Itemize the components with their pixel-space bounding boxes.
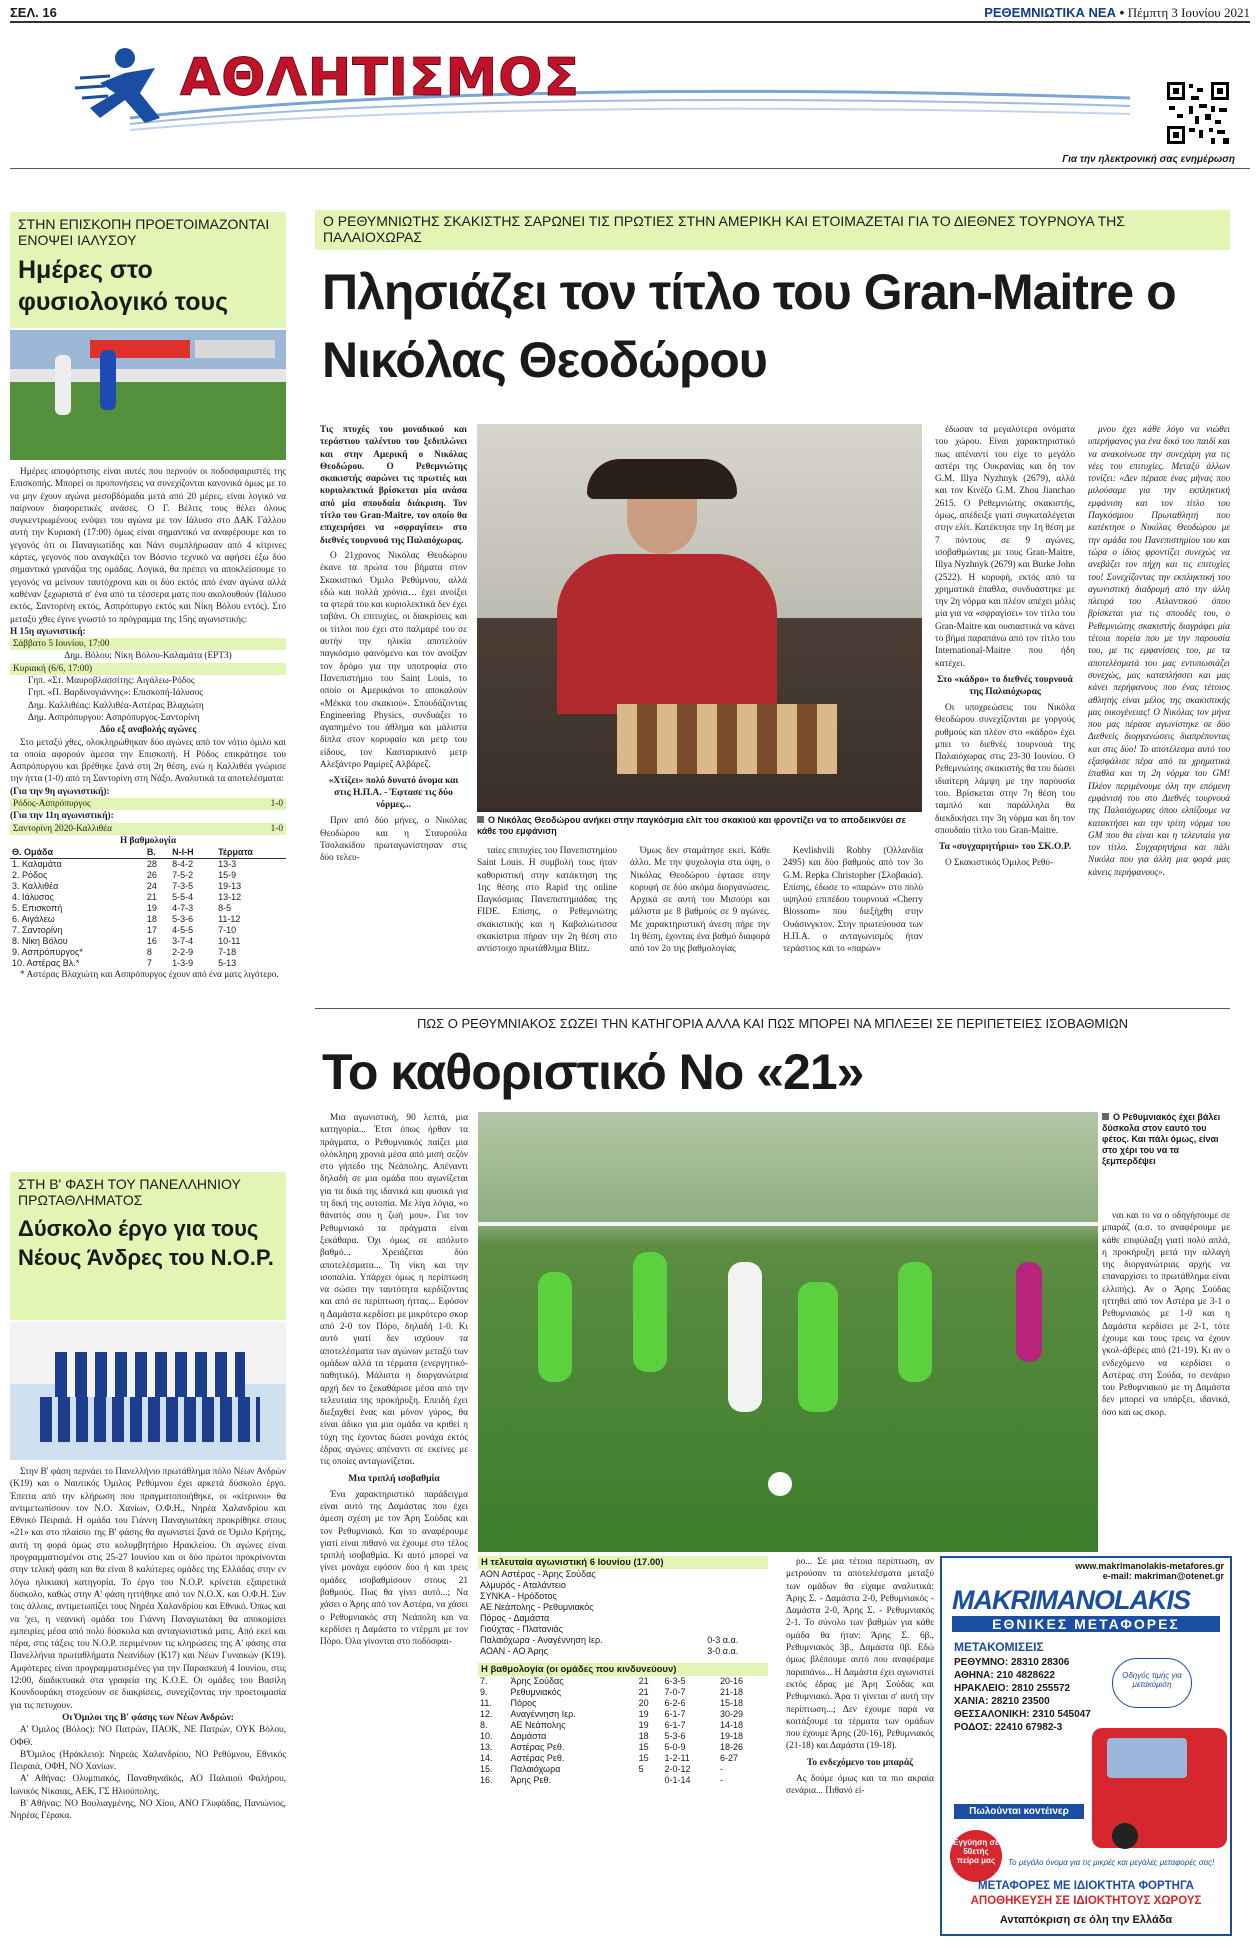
table-cell: Γιούχτας - Πλατανιάς	[480, 1624, 563, 1634]
table-cell: 1-2-11	[664, 1753, 690, 1763]
table-cell: ΣΥΝΚΑ - Ηρόδοτος	[480, 1591, 557, 1601]
page-number: ΣΕΛ. 16	[10, 5, 57, 20]
table-cell: 17	[146, 925, 157, 936]
table-cell: 5. Επισκοπή	[12, 903, 63, 914]
ad-bottom3: Ανταπόκριση σε όλη την Ελλάδα	[999, 1914, 1173, 1926]
standings-title: Η βαθμολογία	[119, 835, 177, 846]
table-cell: 8. Νίκη Βόλου	[12, 936, 68, 947]
table-cell	[637, 1775, 663, 1786]
left-story2-headerbox	[10, 1172, 286, 1320]
chess-photo	[477, 424, 922, 812]
table-cell	[705, 1580, 768, 1591]
table-cell: 5-5-4	[172, 892, 194, 903]
col-header: Τέρματα	[218, 847, 253, 858]
table-cell: 8.	[480, 1720, 488, 1730]
col-header: Β.	[146, 847, 156, 858]
ad-bottom2: ΑΠΟΘΗΚΕΥΣΗ ΣΕ ΙΔΙΟΚΤΗΤΟΥΣ ΧΩΡΟΥΣ	[970, 1895, 1202, 1907]
text-span: ΧΑΝΙΑ:	[954, 1696, 989, 1707]
table-cell: 6-27	[719, 1753, 738, 1763]
ad-phone-row	[954, 1656, 1230, 1669]
left-story1-title: Ημέρες στο φυσιολογικό τους	[18, 256, 229, 316]
text-span: 210 4828622	[996, 1670, 1055, 1681]
table-cell: Δαμάστα	[510, 1731, 547, 1741]
table-cell: 24	[146, 881, 157, 892]
round9-label: (Για την 9η αγωνιστική):	[10, 786, 110, 797]
table-row	[478, 1602, 768, 1613]
table-cell: 2-0-12	[664, 1764, 691, 1774]
round15-label: Η 15η αγωνιστική:	[10, 626, 86, 637]
table-cell: 10-11	[218, 936, 241, 947]
table-cell: 13.	[480, 1742, 493, 1752]
ad-email[interactable]: e-mail: makriman@otenet.gr	[1102, 1571, 1224, 1581]
table-cell: Αλμυρός - Αταλάντειο	[480, 1580, 566, 1590]
table-cell: 6-2-6	[664, 1698, 686, 1708]
football-text: ρο... Σε μια τέτοια περίπτωση, αν μετρούσαν τα αποτελέσματα μεταξύ των ομάδων θα είχαμε αναλυτικά: Άρης Σ. - Δαμάστα 2-0, Ρεθυμνιακός - Δαμάστα 2-0, Άρης Σ. - Ρεθυμνιακός 2-1. Το σύνολο των βαθμών για κάθε ομάδα θα ήταν: Άρης Σ. 6β., Ρεθυμνιακός 3β., Δαμάστα 0β. Εδώ όμως βλέπουμε αυτό που αναφέραμε παραπάνω... Η Δαμάστα έχει αγωνιστεί εκτός έδρας με Άρη Σούδας και Ρεθυμνιακό. Άρα τι γίνεται σ' αυτή την περίπτωση...; Δεν έχουμε παρά να κοιτάξουμε τα τέρματα των ομάδων που έχουμε Άρης (20-16), Ρεθυμνιακός (21-18) και Δαμάστα (19-18).	[786, 1557, 934, 1752]
left-story2-text: Στην Β' φάση περνάει το Πανελλήνιο πρωτάθλημα πόλο Νέων Ανδρών (Κ19) και ο Ναυτικός Όμιλος Ρεθύμνου έχει αρκετά δύσκολο έργο. Έπειτα από την κλήρωση που πραγματοποιήθηκε, οι «κίτρινοι» θα αντιμετωπίσουν τον Ν.Ο. Χανίων, Ο.Φ.Η., Νηρέα Χαλανδρίου και Εθνικό Πειραιά. Η ομάδα του Γιάννη Παναγιωτάκη προκρίθηκε στους «21» και στο πλαίσιο της Β' φάσης θα αγωνιστεί ξανά σε Όμιλο Κρήτης, αυτή τη φορά όμως στο κολυμβητήριο Ηρακλείου. Οι αγώνες είναι προγραμματισμένοι στις 25-27 Ιουνίου και οι δύο πρώτοι προκρίνονται στην τελική φάση και θα είναι 8 καλύτερες ομάδες της Ελλάδας στην εν λόγω ηλικιακή κατηγορία. Το έργο του Ν.Ο.Ρ. κρίνεται εξαιρετικά δύσκολο, καθώς στην Α' φάση ηττήθηκε από τον Ν.Ο.Χ. και Ο.Φ.Η. Συν τοις άλλοις, αντιμετωπίζει τους Νηρέα Χαλανδρίου και Εθνικό. Όπως και να 'χει, η νεανική ομάδα του Γιάννη Παναγιωτάκη θα αποκομίσει εμπειρίες μέσα από πολύ δύσκολα και ανταγωνιστικά ματς. Από εκεί και πέρα, στις τάξεις του Ν.Ο.Ρ. περιμένουν τις κληρώσεις της Α' φάσης στα Πανελλήνια πρωταθλήματα Νεανίδων (Κ17) και Νέων Γυναικών (Κ19). Αμφότερες είναι προγραμματισμένες για την Παρασκευή 4 Ιουνίου, στις 12:00, διαδικτυακά στα γραφεία της Κ.Ο.Ε. Οι ομάδες του Βασίλη Κουνδουράκη στοχεύουν σε διακρίσεις, συνεχίζοντας την προετοιμασία για τις πετυχουν.	[10, 1467, 286, 1711]
text-span: 2810 255572	[1011, 1683, 1071, 1694]
chess-caption-text: Ο Νικόλας Θεοδώρου ανήκει στην παγκόσμια ελίτ του σκακιού και φροντίζει να το αποδεικνύει σε κάθε του εμφάνιση	[477, 815, 906, 836]
table-row	[478, 1720, 768, 1731]
text-span: 28210 23500	[991, 1696, 1050, 1707]
chess-kicker-box	[315, 210, 1230, 250]
chess-col4	[783, 845, 923, 956]
table-row	[10, 958, 286, 969]
left-story2-kicker: ΣΤΗ Β' ΦΑΣΗ ΤΟΥ ΠΑΝΕΛΛΗΝΙΟΥ ΠΡΩΤΑΘΛΗΜΑΤΟΣ	[18, 1176, 241, 1208]
ad-phone-row	[954, 1708, 1230, 1721]
ad-phone-row	[954, 1695, 1230, 1708]
table-row	[10, 881, 286, 892]
sunday-label: Κυριακή (6/6, 17:00)	[10, 663, 286, 675]
football-text: Μια αγωνιστική, 90 λεπτά, μια κατηγορία... Έτσι όπως ήρθαν τα πράγματα, ο Ρεθυμνιακός παίζει μια ολόκληρη χρονιά μέσα από μισή σεζόν στο γήπεδο της Νεάπολης. Απέναντι δηλαδή σε μια ομάδα που αγωνίζεται για τα δικά της ιδανικά και φυσικά για τη δική της ουτοπία. Με λίγα λόγια, «ο θάνατός σου η ζωή μου». Για τον Ρεθυμνιακό τα πράγματα είναι ξεκάθαρα. Όχι όμως σε απόλυτο βαθμό... Χρειάζεται δύο αποτελέσματα... Τη νίκη και την ισοπαλία. Υπάρχει όμως η περίπτωση να σώσει την ταυτότητα κερδίζοντας και από σε περίπτωση ήττας... Εφόσον η Δαμάστα κερδίσει με μικρότερο σκορ από 2-0 τον Πόρο, δηλαδή 1-0. Κι αυτό γιατί δεν ισχύουν τα αποτελέσματα των αγώνων μεταξύ των ομάδων αλλά τα τέρματα (ενεργητικό-παθητικό). Μάλιστα η διοργανώτρια αρχή δεν το ξεκαθάρισε μέσα από την τελευταία της προκήρυξη. Επειδή έχει διεξαχθεί ένας και μόνον γύρος, θα είναι άδικο για μια ομάδα να κριθεί η τύχη της έχοντας δώσει μονάχα εκτός έδρας αγώνες απέναντι σε εκείνες με τις οποίες ανταγωνίζεται.	[320, 1113, 468, 1468]
ad-url[interactable]: www.makrimanolakis-metafores.gr	[1075, 1561, 1224, 1571]
table-cell: 21-18	[719, 1687, 744, 1697]
table-row	[478, 1676, 768, 1687]
table-cell: 9. Ασπρόπυργος*	[12, 947, 83, 958]
postponed-heading: Δύο εξ αναβολής αγώνες	[99, 725, 197, 736]
football-subhead: Μια τριπλή ισοβαθμία	[348, 1473, 440, 1484]
chess-text: Ο 21χρονος Νικόλας Θεοδώρου έκανε τα πρώτα του βήματα στον Σκακιστικό Όμιλο Ρεθύμνου, αλλά εδώ και πολλά χρόνια… έχει ανοίξει τα φτερά του και κυριολεκτικά δεν έχει ταβάνι. Οι επιτυχίες, οι διακρίσεις και οι τίτλοι που έχει στο παλμαρέ του σε αυτήν την ηλικία αποτελούν παγκόσμιο φαινόμενο και τον ανοίξαν τον δρόμο για την υποτροφία στο Πανεπιστήμιο του Saint Louis, το οποίο οι Αμερικάνοι το αποκαλούν «Μέκκα του σκακιού». Σπουδάζοντας Engineering Physics, συνδυάζει το αγαπημένο του άθλημα και μάλιστα δίπλα στον κορυφαίο και μετρ του είδους, τον Κασταρικανό μετρ Αλεξάντρο Ραμίρεζ Αλβάρεζ.	[320, 550, 467, 771]
table-cell: Αστέρας Ρεθ.	[510, 1742, 565, 1752]
table-row	[478, 1709, 768, 1720]
table-row	[478, 1687, 768, 1698]
table-cell: Πόρος - Δαμάστα	[480, 1613, 550, 1623]
ad-bubble: Οδηγός τιμής για μετακόμιση	[1112, 1658, 1192, 1708]
table-row	[10, 903, 286, 914]
chess-subhead: «Χτίζει» πολύ δυνατό όνομα και στις Η.Π.Α. - Έφτασε τις δύο νόρμες...	[328, 776, 459, 811]
table-cell: 11.	[480, 1698, 492, 1708]
text-span	[1102, 1113, 1109, 1120]
chess-subhead: Τα «συγχαρητήρια» του ΣΚ.Ο.Ρ.	[938, 842, 1072, 853]
table-cell: 5-13	[218, 958, 237, 969]
table-row	[478, 1731, 768, 1742]
table-cell: 18	[146, 914, 157, 925]
last-round-title: Η τελευταία αγωνιστική 6 Ιουνίου (17.00)	[478, 1556, 768, 1569]
table-cell: 18	[638, 1731, 649, 1741]
left-story1-body	[10, 466, 286, 982]
football-text: Ένα χαρακτηριστικό παράδειγμα είναι αυτό της Δαμάστας που έχει άμεση σχέση με τον Άρη Σούδας και τον Ρεθυμνιακό. Και το αναφέρουμε γιατί είναι πιθανό να έχουμε στο τέλος τριπλή ισοβαθμία. Κι αυτό μπορεί να γίνει μονάχα εφόσον δύο ή και τρεις ομάδες ισοβαθμίσουν στους 21 βαθμούς. Πως θα γίνει αυτό...; Να χάσει ο Άρης από τον Αστέρα, να χάσει ο Ρεθυμνιακός στη Νεάπολη και να κερδίσει η Δαμάστα το ντέρμπι με τον Πόρο. Όλα γίνονται στο ποδόσφαι-	[320, 1489, 468, 1648]
qr-code-icon[interactable]	[1165, 80, 1231, 146]
text-span: ΡΟΔΟΣ:	[954, 1722, 993, 1733]
table-cell	[705, 1602, 768, 1613]
left-story1-text2: Στο μεταξύ χθες, ολοκληρώθηκαν δύο αγώνες από τον νότιο όμιλο και τα οποία αφορούν άμεσα την Επισκοπή. Η Ρόδος επικράτησε του Ασπρόπυργου και βρέθηκε ξανά στη 2η θέση, ενώ η Καλλιθέα γνώρισε την ήττα (1-0) από τη Σαντορίνη στη Νάξο. Αναλυτικά τα αποτελέσματα:	[10, 737, 286, 785]
chess-text: Πριν από δύο μήνες, ο Νικόλας Θεοδώρου και η Σταυρούλα Τσολακίδου πρωταγωνίστησαν στις δύο τελευ-	[320, 816, 467, 864]
table-cell: 19-18	[719, 1731, 744, 1741]
table-cell: 16.	[480, 1775, 493, 1785]
table-cell: Άρης Ρεθ.	[510, 1775, 552, 1785]
table-cell: Αστέρας Ρεθ.	[510, 1753, 565, 1763]
table-row	[10, 914, 286, 925]
group-item: Β'Όμιλος (Ηράκλειο): Νηρεάς Χαλανδρίου, ΝΟ Ρεθύμνου, Εθνικός Πειραιά, ΟΦΗ, ΝΟ Χανίων.	[10, 1749, 286, 1773]
table-row	[478, 1753, 768, 1764]
table-cell: ΑΟΑΝ - ΑΟ Άρης	[480, 1646, 548, 1656]
table-cell: 7-18	[218, 947, 237, 958]
team-photo-nor	[10, 1322, 286, 1460]
table-row	[10, 936, 286, 947]
table-cell: 8	[146, 947, 152, 958]
table-cell: 2. Ρόδος	[12, 870, 48, 881]
table-row	[478, 1613, 768, 1624]
text-span: ΗΡΑΚΛΕΙΟ:	[954, 1683, 1009, 1694]
ad-warranty-badge: Εγγύηση σε 50ετής πείρα μας	[950, 1830, 1002, 1882]
table-cell: 6-1-7	[664, 1720, 686, 1730]
saturday-match: Δημ. Βόλου: Νίκη Βόλου-Καλαμάτα (ΕΡΤ3)	[64, 651, 232, 662]
table-cell: 0-3 α.α.	[707, 1635, 739, 1645]
group-item: Α' Όμιλος (Βόλος): ΝΟ Πατρών, ΠΑΟΚ, ΝΕ Πατρών, ΟΥΚ Βόλου, ΟΦΘ.	[10, 1725, 286, 1748]
chess-kicker: Ο ΡΕΘΥΜΝΙΩΤΗΣ ΣΚΑΚΙΣΤΗΣ ΣΑΡΩΝΕΙ ΤΙΣ ΠΡΩΤΙΕΣ ΣΤΗΝ ΑΜΕΡΙΚΗ ΚΑΙ ΕΤΟΙΜΑΖΕΤΑΙ ΓΙΑ ΤΟ ΔΙΕΘΝΕΣ ΤΟΥΡΝΟΥΑ ΤΗΣ ΠΑΛΑΙΟΧΩΡΑΣ	[323, 213, 1125, 245]
chess-text: Ο Σκακιστικός Όμιλος Ρεθύ-	[945, 858, 1054, 869]
chess-subhead: Στο «κάδρο» το διεθνές τουρνουά της Παλαιόχωρας	[937, 674, 1073, 697]
text-span: ΘΕΣΣΑΛΟΝΙΚΗ:	[954, 1709, 1030, 1720]
chess-col5	[935, 424, 1075, 870]
table-row	[478, 1698, 768, 1709]
table-cell: 19	[146, 903, 157, 914]
table-cell: 6-1-7	[664, 1709, 686, 1719]
table-cell: Πόρος	[510, 1698, 537, 1708]
table-cell: ΑΕ Νεάπολης	[510, 1720, 566, 1730]
table-cell: 28	[146, 859, 157, 870]
group-item: Β' Αθήνας: ΝΟ Βουλιαγμένης, ΝΟ Χίου, ΑΝΟ Γλυφάδας, Πανιώνιος, Νηρέας Γέρακα.	[10, 1799, 286, 1822]
text-span: 2310 545047	[1032, 1709, 1091, 1720]
table-cell: 19	[638, 1709, 649, 1719]
table-cell: 11-12	[218, 914, 241, 925]
left-story2-title: Δύσκολο έργο για τους Νέους Άνδρες του Ν.Ο.Ρ.	[18, 1216, 274, 1270]
table-row	[10, 859, 286, 871]
football-kicker: ΠΩΣ Ο ΡΕΘΥΜΝΙΑΚΟΣ ΣΩΖΕΙ ΤΗΝ ΚΑΤΗΓΟΡΙΑ ΑΛΛΑ ΚΑΙ ΠΩΣ ΜΠΟΡΕΙ ΝΑ ΜΠΛΕΞΕΙ ΣΕ ΠΕΡΙΠΕΤΕΙΕΣ ΙΣΟΒΑΘΜΙΩΝ	[417, 1016, 1128, 1031]
chess-title: Πλησιάζει τον τίτλο του Gran-Maitre ο Νικόλας Θεοδώρου	[322, 264, 1176, 388]
table-cell: 15.	[480, 1764, 493, 1774]
left-story1-headerbox	[10, 212, 286, 328]
table-cell: 2-2-9	[172, 947, 194, 958]
table-cell: 19-13	[218, 881, 242, 892]
table-cell: Παλαιόχωρα - Αναγέννηση Ιερ.	[480, 1635, 603, 1645]
table-cell: 7. Σαντορίνη	[12, 925, 63, 936]
table-cell: Ρεθυμνιακός	[510, 1687, 562, 1697]
ad-container: Πωλούνται κοντέινερ	[954, 1804, 1084, 1819]
table-cell: 14.	[480, 1753, 493, 1763]
section-title: ΑΘΛΗΤΙΣΜΟΣ	[180, 48, 581, 108]
table-cell: 7	[146, 958, 152, 969]
table-cell: 3-7-4	[172, 936, 194, 947]
last-round-box	[478, 1556, 768, 1786]
table-cell: 4. Ιάλυσος	[12, 892, 54, 903]
chess-text: Όμως δεν σταμάτησε εκεί. Κάθε άλλο. Με την ψυχολογία στα ύψη, ο Νικόλας Θεοδώρου έφτασε στην κορυφή σε δύο ακόμα διοργανώσεις. Αρχικά σε αυτή του Μισούρι και μάλιστα με 8 βαθμούς σε 9 αγώνες. Με χαρακτηριστική άνεση πήρε την 1η θέση, έχοντας ένα βαθμό διαφορά από τον 2ο της βαθμολογίας	[630, 846, 770, 955]
table-cell: 4-5-5	[172, 925, 194, 936]
table-row	[478, 1569, 768, 1580]
text-span: ΡΕΘΕΜΝΙΩΤΙΚΑ ΝΕΑ • Πέμπτη 3 Ιουνίου 2021	[984, 5, 1250, 20]
table-cell: 6-3-5	[664, 1676, 686, 1686]
table-cell: 19	[638, 1720, 649, 1730]
table-row	[478, 1764, 768, 1775]
text-span: 22410 67982-3	[995, 1722, 1063, 1733]
chess-col2	[477, 845, 617, 956]
football-photo	[478, 1112, 1098, 1552]
table-cell: 7-3-5	[172, 881, 194, 892]
chess-text: ταίες επιτυχίες του Πανεπιστημίου Saint Louis. Η συμβολή τους ήταν καθοριστική στην κατάκτηση της 1ης θέσης στο Rapid της online Παγκόσμιας Πανεπιστημιάδας της FIDE. Επίσης, ο Ρεθεμνιώτης σκακιστικής και η Καβαλιώτισσα σκακίστρια πήραν την 2η θέση στο αντίστοιχο πρωτάθλημα Blitz.	[477, 846, 617, 955]
sunday-match: Δημ. Καλλιθέας: Καλλιθέα-Αστέρας Βλαχιώτη	[28, 700, 204, 711]
football-subhead: Το ενδεχόμενο του μπαράζ	[806, 1757, 914, 1768]
header-divider	[10, 168, 1250, 169]
table-row	[478, 1591, 768, 1602]
ad-slogan: Το μεγάλο όνομα για τις μικρές και μεγάλες μεταφορές σας!	[1008, 1858, 1215, 1867]
football-col1	[320, 1112, 468, 1648]
table-cell: 4-7-3	[172, 903, 194, 914]
table-cell: 5-3-6	[664, 1731, 686, 1741]
table-cell: 5	[638, 1764, 644, 1774]
left-story2-body	[10, 1466, 286, 1823]
table-cell: 8-5	[218, 903, 232, 914]
table-cell: 7-10	[218, 925, 237, 936]
round11-label: (Για την 11η αγωνιστική):	[10, 811, 114, 822]
table-cell: 15-9	[218, 870, 237, 881]
table-cell: 16	[146, 936, 157, 947]
football-caption-text: Ο Ρεθυμνιακός έχει βάλει δύσκολα στον εαυτό του φέτος. Και πάλι όμως, είναι στο χέρι του να τα ξεμπερδέψει	[1102, 1112, 1221, 1166]
table-cell: 21	[146, 892, 157, 903]
table-row	[10, 947, 286, 958]
sunday-match: Γηπ. «Π. Βαρδινογιάννης»: Επισκοπή-Ιάλυσος	[28, 688, 203, 699]
ad-bottom1: ΜΕΤΑΦΟΡΕΣ ΜΕ ΙΔΙΟΚΤΗΤΑ ΦΟΡΤΗΓΑ	[978, 1880, 1194, 1892]
truck-icon	[1092, 1728, 1227, 1848]
text-span	[477, 816, 484, 823]
table-cell: 12.	[480, 1709, 493, 1719]
football-caption	[1102, 1112, 1230, 1167]
table-cell: 20	[638, 1698, 649, 1708]
table-cell: 18-26	[719, 1742, 744, 1752]
table-row	[478, 1646, 768, 1657]
chess-lead: Τις πτυχές του μοναδικού και τεράστιου ταλέντου του ξεδιπλώνει και στην Αμερική ο Νικόλας Θεοδώρου. Ο Ρεθεμνιώτης σκακιστής σαρώνει τις πρωτιές και κυριολεκτικά βρίσκεται μία ανάσα από μία σπουδαία διάκριση. Τον τίτλο του Gran-Maitre, τον οποίο θα επιχειρήσει να «σφραγίσει» στο διεθνές τουρνουά της Παλαιόχωρας.	[320, 425, 467, 546]
result-match: Ρόδος-Ασπρόπυργος	[13, 799, 91, 810]
table-cell: 20-16	[719, 1676, 744, 1686]
section-banner	[70, 38, 1160, 133]
table-cell: ΑΟΝ Αστέρας - Άρης Σούδας	[480, 1569, 596, 1579]
table-cell: Άρης Σούδας	[510, 1676, 564, 1686]
chess-text: μνου έχει κάθε λόγο να νιώθει υπερήφανος για ένα δικό του παιδί και να ανακοίνωσε την συνεχάρη για τις νέες του επιτυχίες. Μεταξύ άλλων τονίζει: «Δεν πέρασε ένας μήνας που μιλούσαμε για την εκπληκτική εμφάνιση και τον τίτλο του Παγκόσμιου Πρωταθλητή που κατέκτησε ο Νικόλας Θεοδώρου με την ομάδα του Πανεπιστημίου του και τώρα ο ίδιος φροντίζει συνεχώς να ανεβάζει τον πήχη και τις επιτυχίες του! Συνεχίζοντας την εκπληκτική του αγωνιστική διαδρομή από την άλλη πλευρά του Ατλαντικού όπου βρίσκεται για τις σπουδές του, ο Ρεθεμνιώτης σκακιστής διαγράφει μία τέτοια πορεία που με την παρουσία του, με τις εμφανίσεις του, με τα αποτελέσματά του μας εντυπωσιάζει συνεχώς, μας καταπλήσσει και μας κάνει περήφανους που ένας τέτοιος αθλητής είναι μέλος της σκακιστικής μας οικογένειας! Ο Νικόλας τον μήνα που μας πέρασε αγωνίστηκε σε δύο Διεθνείς διοργανώσεις διαπρέποντας και στις δύο! Το αποτέλεσμα αυτό του εξασφάλισε πέρα από τα χρηματικά έπαθλα και τη 2η νόρμα του GM! Πλέον περιμένουμε όλη την επόμενη εμφάνισή του στο Διεθνές τουρνουά της Παλαιόχωρας όπου ελπίζουμε να κατακτήσει και την τρίτη νόρμα του GM που θα είναι και η τελευταία για τον τίτλο. Συγχαρητήρια και πάλι Νικόλα που για άλλη μια φορά μας κάνεις περήφανους».	[1088, 425, 1230, 878]
table-cell: 30-29	[719, 1709, 744, 1719]
table-cell: 3-0 α.α.	[707, 1646, 739, 1656]
groups-title: Οι Όμιλοι της Β' φάσης των Νέων Ανδρών:	[62, 1712, 234, 1723]
football-photo-epa	[10, 330, 286, 460]
issue-date: Πέμπτη 3 Ιουνίου 2021	[1127, 5, 1250, 20]
transport-ad[interactable]	[940, 1556, 1232, 1936]
table-row	[10, 892, 286, 903]
standing-title: Η βαθμολογία (οι ομάδες που κινδυνεύουν)	[478, 1663, 768, 1676]
standings-table	[10, 847, 286, 969]
ad-moves: ΜΕΤΑΚΟΜΙΣΕΙΣ	[954, 1640, 1044, 1654]
result-score: 1-0	[270, 823, 283, 834]
sunday-match: Γηπ. «Στ. Μαυροβλασσίτης: Αιγάλεω-Ρόδος	[28, 676, 195, 687]
text-span: 28310 28306	[1010, 1657, 1070, 1668]
table-cell	[705, 1613, 768, 1624]
table-row	[478, 1580, 768, 1591]
ad-brand-sub: ΕΘΝΙΚΕΣ ΜΕΤΑΦΟΡΕΣ	[952, 1616, 1220, 1632]
football-col2	[786, 1556, 934, 1797]
left-story1-kicker: ΣΤΗΝ ΕΠΙΣΚΟΠΗ ΠΡΟΕΤΟΙΜΑΖΟΝΤΑΙ ΕΝΟΨΕΙ ΙΑΛΥΣΟΥ	[18, 216, 270, 248]
paper-name: ΡΕΘΕΜΝΙΩΤΙΚΑ ΝΕΑ	[984, 5, 1116, 20]
col-header: Θ. Ομάδα	[12, 847, 54, 858]
chess-text: έδωσαν τα μεγαλύτερα ονόματα του χώρου. Είναι χαρακτηριστικό πως απέναντί του είχε το μεγάλο αστέρι της Ουκρανίας και δη τον G.M. Illya Nyzhnyk (2679), αλλά και τον Κινέζο G.M. Zhou Jianchao 2615. Ο Ρεθεμνιώτης σκακιστής, όμως, απέδειξε γιατί συγκαταλέγεται στην ελίτ. Κατέκτησε την 1η θέση με 7 πόντους σε 9 αγώνες, ισοβαθμώντας με τους Gran-Maitre, Illya Nyzhnyk (2679) και Burke John (2522). Η κορυφή, εκτός από τα χρηματικά έπαθλα, συνδυάστηκε με την 2η νόρμα και πλέον απέχει μόλις μία για να «σφραγίσει» τον τίτλο του Gran-Maitre και ουσιαστικά να κάνει το βήμα παραπάνω από τον τίτλο του International-Maitre που ήδη κατέχει.	[935, 425, 1075, 669]
table-cell: 15	[638, 1742, 649, 1752]
table-cell: 10. Αστέρας Βλ.*	[12, 958, 80, 969]
result-match: Σαντορίνη 2020-Καλλιθέα	[13, 823, 112, 834]
table-row	[478, 1635, 768, 1646]
table-cell: 1. Καλαμάτα	[12, 859, 62, 870]
text-span: ΡΕΘΥΜΝΟ:	[954, 1657, 1009, 1668]
chess-text: Οι υποχρεώσεις του Νικόλα Θεοδώρου συνεχίζονται με γοργούς ρυθμούς και πλέον στο «κάδρο» έχει μπει το διεθνές τουρνουά της Παλαιόχωρας στις 23-30 Ιουνίου. Ο Ρεθεμνιώτης σκακιστής θα του δώσει ιδιαίτερη λάμψη με την παρουσία του. Βρίσκεται στην 7η θέση του ταμπλό και παράλληλα θα διεκδικήσει την 3η νόρμα και δη τον σπουδαίο τίτλο του Gran-Maitre.	[935, 702, 1076, 836]
table-cell	[705, 1591, 768, 1602]
table-cell: 21	[638, 1676, 649, 1686]
divider	[315, 1008, 1230, 1009]
table-row	[478, 1742, 768, 1753]
table-cell: 14-18	[719, 1720, 744, 1730]
chess-text: Kevlishvili Robby (Ολλανδία 2495) και δύο βαθμούς από τον 3ο G.M. Repka Christopher (Σλοβακία). Επίσης, έδωσε το «παρών» στο πολύ υψηλού επιπέδου τουρνουά «Cherry Blossom» που διεξήχθη στην Ουάσινγκτον. Στην πρωτεύουσα των Η.Π.Α. ο ανταγωνισμός ήταν τεράστιος και το «παρών»	[783, 846, 923, 955]
group-item: Α' Αθήνας: Ολυμπιακός, Παναθηναϊκός, ΑΟ Παλαιού Φαλήρου, Ιωνικός Νίκαιας, ΑΕΚ, ΓΣ Ηλιούπολης.	[10, 1774, 286, 1797]
chess-caption	[477, 815, 922, 837]
table-cell: 7-0-7	[664, 1687, 686, 1697]
table-row	[10, 870, 286, 881]
col-header: Ν-Ι-Η	[172, 847, 194, 858]
table-cell: 7-5-2	[172, 870, 194, 881]
text-span: ΑΘΗΝΑ:	[954, 1670, 994, 1681]
football-col3	[1102, 1210, 1230, 1419]
table-cell: 5-3-6	[172, 914, 194, 925]
table-cell: 8-4-2	[172, 859, 194, 870]
left-story1-text: Ημέρες αποφόρτισης είναι αυτές που περνούν οι ποδοσφαιριστές της Επισκοπής. Μπορεί οι προπονήσεις να συνεχίζονται κανονικά όμως με το να μην έχουν αγώνα μεσοβδόμαδα μετά από 20 μέρες, είναι λογικό να παίρνουν διαφορετικές ανάσες. Ο Γ. Βέλιτς τους θέλει όλους συγκεντρωμένους ενόψει του αγώνα με τον Ιάλυσο στο ΔΑΚ Γάλλου αυτή την Κυριακή (17:00) όμως είναι σημαντικό να αναφέρουμε και το γεγονός ότι οι Παναγιωτίδης και Νάνι συμπλήρωσαν από 4 κίτρινες κάρτες, γεγονός που αναγκάζει τον Βόσνιο τεχνικό να αφήσει έξω δύο σημαντικά γρανάζια της ομάδας. Λογικά, θα πρέπει να αποκλείσουμε το γεγονός να μείνουν ταυτόχρονα και οι δύο εκτός από έναν αγώνα αλλά καθέναν ξεχωριστά σ' ένα από τα τέσσερα ματς που ακολουθούν (Ιάλυσο εκτός, Σαντορίνη εκτός, Ασπρόπυργο εκτός και Νίκη Βόλου εντός). Στο μεταξύ χθες έγινε γνωστό το πρόγραμμα της 15ης αγωνιστικής:	[10, 467, 286, 625]
table-cell: 6. Αιγάλεω	[12, 914, 55, 925]
chess-col3	[630, 845, 770, 956]
table-cell: 15-18	[719, 1698, 744, 1708]
football-text: Ας δούμε όμως και τα πιο ακραία σενάρια... Πιθανό εί-	[786, 1773, 934, 1797]
table-row	[10, 925, 286, 936]
table-row	[478, 1775, 768, 1786]
table-cell: 13-12	[218, 892, 242, 903]
saturday-label: Σάββατο 5 Ιουνίου, 17:00	[10, 638, 286, 650]
football-title: Το καθοριστικό Νο «21»	[322, 1044, 864, 1100]
table-cell: 26	[146, 870, 157, 881]
table-cell: -	[719, 1775, 723, 1785]
chess-col6	[1088, 424, 1230, 879]
table-cell: 21	[638, 1687, 649, 1697]
football-text: ναι και το να ο οδηγήσουμε σε μπαράζ (α.σ. το αναφέρουμε με κάθε επιφύλαξη γιατί πολύ απλά, η προκήρυξη μετά την αλλαγή της διοργανώτριας αρχής να επαναρχίσει το πρωτάθλημα είναι ελλιπής). Αν ο Άρης Σούδας ηττηθεί από τον Αστέρα με 3-1 ο Ρεθυμνιακός με 1-0 και η Δαμάστα κερδίσει με 2-1, τότε έχουμε και τους τρεις να έχουν γκολ-άβερες από (21-19). Κι αν ο ενδεχόμενο να κερδίσει ο Αστέρας στη Σούδα, το σενάριο του Ρεθυμνιακού με τη Δαμάστα δεν μπορεί να υπάρξει, ιδανικά, όσο και ως σκορ.	[1102, 1211, 1230, 1418]
chess-col1	[320, 424, 467, 865]
table-cell: 1-3-9	[172, 958, 194, 969]
standings-footnote: * Αστέρας Βλαχιώτη και Ασπρόπυργος έχουν από ένα ματς λιγότερο.	[20, 970, 279, 981]
table-cell	[705, 1569, 768, 1580]
table-cell: 0-1-14	[664, 1775, 691, 1785]
table-cell: 13-3	[218, 859, 237, 870]
table-cell: 15	[638, 1753, 649, 1763]
table-cell: 7.	[480, 1676, 488, 1686]
table-cell: 9.	[480, 1687, 488, 1697]
table-cell: 5-0-9	[664, 1742, 686, 1752]
page-header	[10, 5, 1250, 23]
table-row	[478, 1624, 768, 1635]
ad-brand: MAKRIMANOLAKIS	[952, 1585, 1190, 1615]
sunday-match: Δημ. Ασπρόπυργου: Ασπρόπυργος-Σαντορίνη	[28, 712, 200, 723]
table-cell: ΑΕ Νεάπολης - Ρεθυμνιακός	[480, 1602, 594, 1612]
result-score: 1-0	[270, 799, 283, 810]
table-cell: Αναγέννηση Ιερ.	[510, 1709, 576, 1719]
table-cell	[705, 1624, 768, 1635]
table-cell: -	[719, 1764, 723, 1774]
qr-caption: Για την ηλεκτρονική σας ενημέρωση	[1062, 154, 1235, 165]
table-cell: 10.	[480, 1731, 493, 1741]
table-cell: 3. Καλλιθέα	[12, 881, 59, 892]
table-cell: Παλαιόχωρα	[510, 1764, 561, 1774]
